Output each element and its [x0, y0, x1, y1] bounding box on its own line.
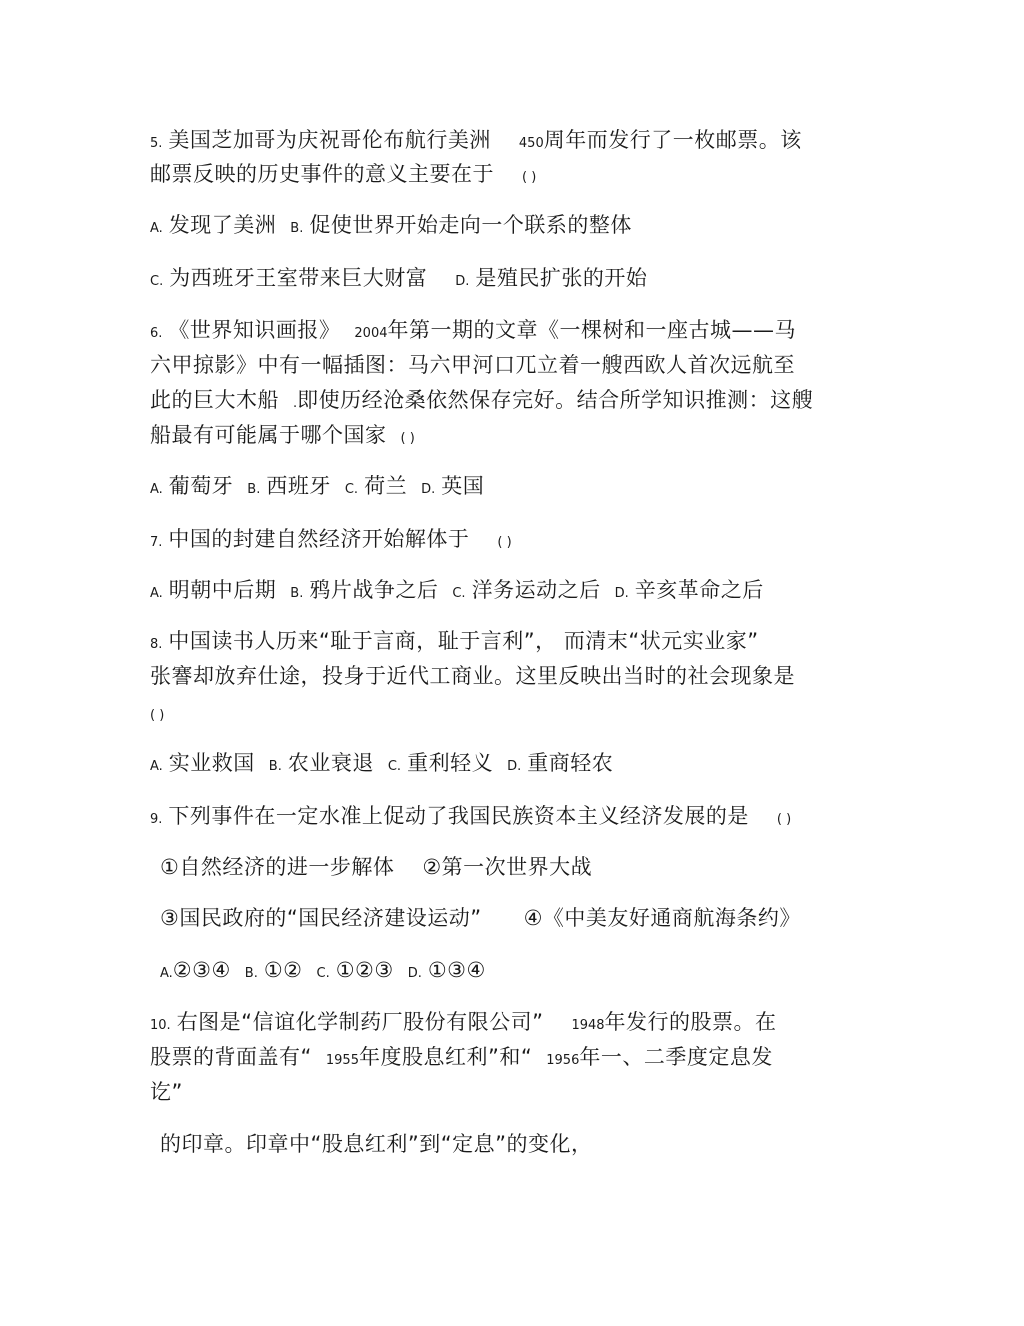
q5-line-1: 5. 美国芝加哥为庆祝哥伦布航行美洲 450周年而发行了一枚邮票。该 — [150, 128, 802, 152]
q9-items-12: ①自然经济的进一步解体 ②第一次世界大战 — [160, 855, 593, 879]
q8-options: A. 实业救国 B. 农业衰退 C. 重利轻义 D. 重商轻农 — [150, 751, 614, 775]
q10-line-2: 股票的背面盖有“ 1955年度股息红利”和“ 1956年一、二季度定息发 — [150, 1045, 773, 1069]
option-letter: C. — [316, 966, 330, 981]
q7-options: A. 明朝中后期 B. 鸦片战争之后 C. 洋务运动之后 D. 辛亥革命之后 — [150, 578, 764, 602]
q7-line-1: 7. 中国的封建自然经济开始解体于 ( ) — [150, 527, 512, 551]
option-letter: A. — [160, 966, 173, 981]
option-letter: C. — [150, 274, 164, 289]
option-letter: B. — [244, 966, 258, 981]
question-number: 6. — [150, 326, 163, 341]
q9-items-34: ③国民政府的“国民经济建设运动” ④《中美友好通商航海条约》 — [160, 906, 801, 930]
q10-line-3: 讫” — [150, 1080, 183, 1104]
q10-line-4: 的印章。印章中“股息红利”到“定息”的变化， — [160, 1132, 593, 1156]
option-letter: C. — [344, 482, 359, 497]
q6-options: A. 葡萄牙 B. 西班牙 C. 荷兰 D. 英国 — [150, 474, 485, 498]
question-number: 10. — [150, 1018, 171, 1033]
option-letter: D. — [407, 966, 422, 981]
option-letter: B. — [290, 221, 304, 236]
q8-line-2: 张謇却放弃仕途，投身于近代工商业。这里反映出当时的社会现象是 — [150, 664, 795, 688]
question-number: 8. — [150, 637, 163, 652]
q8-line-3: ( ) — [150, 708, 165, 723]
q5-options-ab: A. 发现了美洲 B. 促使世界开始走向一个联系的整体 — [150, 213, 632, 237]
question-number: 5. — [150, 136, 163, 151]
option-letter: A. — [150, 586, 163, 601]
q6-line-1: 6. 《世界知识画报》 2004年第一期的文章《一棵树和一座古城——马 — [150, 318, 796, 342]
option-letter: B. — [290, 586, 304, 601]
option-letter: A. — [150, 221, 163, 236]
option-letter: D. — [455, 274, 470, 289]
q5-options-cd: C. 为西班牙王室带来巨大财富 D. 是殖民扩张的开始 — [150, 266, 648, 290]
option-letter: A. — [150, 759, 163, 774]
question-number: 9. — [150, 812, 163, 827]
option-letter: C. — [387, 759, 402, 774]
q5-line-2: 邮票反映的历史事件的意义主要在于 ( ) — [150, 162, 537, 186]
q6-line-2: 六甲掠影》中有一幅插图：马六甲河口兀立着一艘西欧人首次远航至 — [150, 353, 795, 377]
option-letter: B. — [247, 482, 261, 497]
q8-line-1: 8. 中国读书人历来“耻于言商，耻于言利”， 而清末“状元实业家” — [150, 629, 759, 653]
option-letter: D. — [507, 759, 522, 774]
question-number: 7. — [150, 535, 163, 550]
q6-line-3: 此的巨大木船 .即使历经沧桑依然保存完好。结合所学知识推测：这艘 — [150, 388, 814, 412]
q9-options: A.②③④ B. ①② C. ①②③ D. ①③④ — [160, 958, 486, 982]
q10-line-1: 10. 右图是“信谊化学制药厂股份有限公司” 1948年发行的股票。在 — [150, 1010, 777, 1034]
option-letter: C. — [452, 586, 466, 601]
option-letter: D. — [614, 586, 629, 601]
q9-line-1: 9. 下列事件在一定水准上促动了我国民族资本主义经济发展的是 ( ) — [150, 804, 792, 828]
option-letter: D. — [421, 482, 436, 497]
option-letter: B. — [268, 759, 282, 774]
q6-line-4: 船最有可能属于哪个国家 ( ) — [150, 423, 415, 447]
option-letter: A. — [150, 482, 163, 497]
